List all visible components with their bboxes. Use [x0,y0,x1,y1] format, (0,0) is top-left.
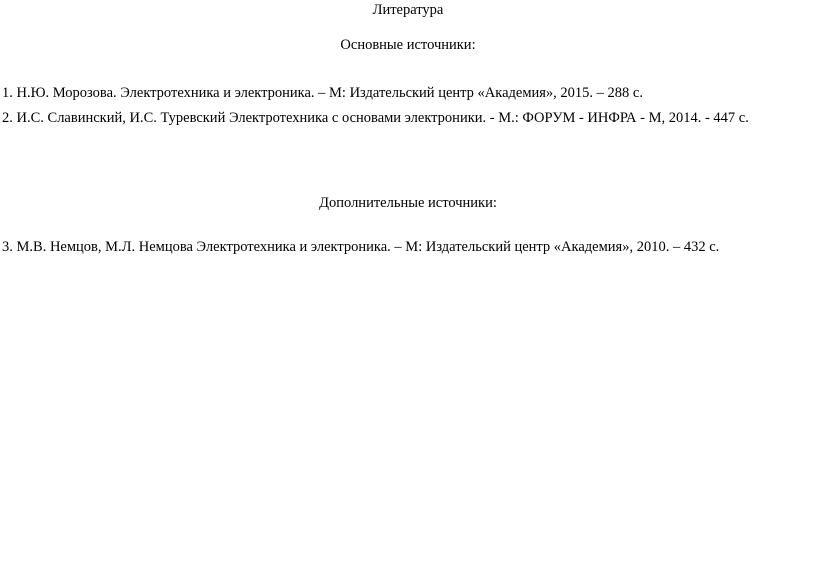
additional-sources-heading: Дополнительные источники: [319,195,497,211]
main-sources-heading: Основные источники: [340,37,476,53]
page-title: Литература [372,2,444,18]
reference-item-2: 2. И.С. Славинский, И.С. Туревский Электротехника с основами электроники. - М.: ФОРУМ - ИНФРА - М, 2014. - 447 с. [2,110,749,126]
reference-item-1: 1. Н.Ю. Морозова. Электротехника и электроника. – М: Издательский центр «Академия», 2015. – 288 с. [2,85,643,101]
reference-item-3: 3. М.В. Немцов, М.Л. Немцова Электротехника и электроника. – М: Издательский центр «Академия», 2010. – 432 с. [2,239,720,255]
